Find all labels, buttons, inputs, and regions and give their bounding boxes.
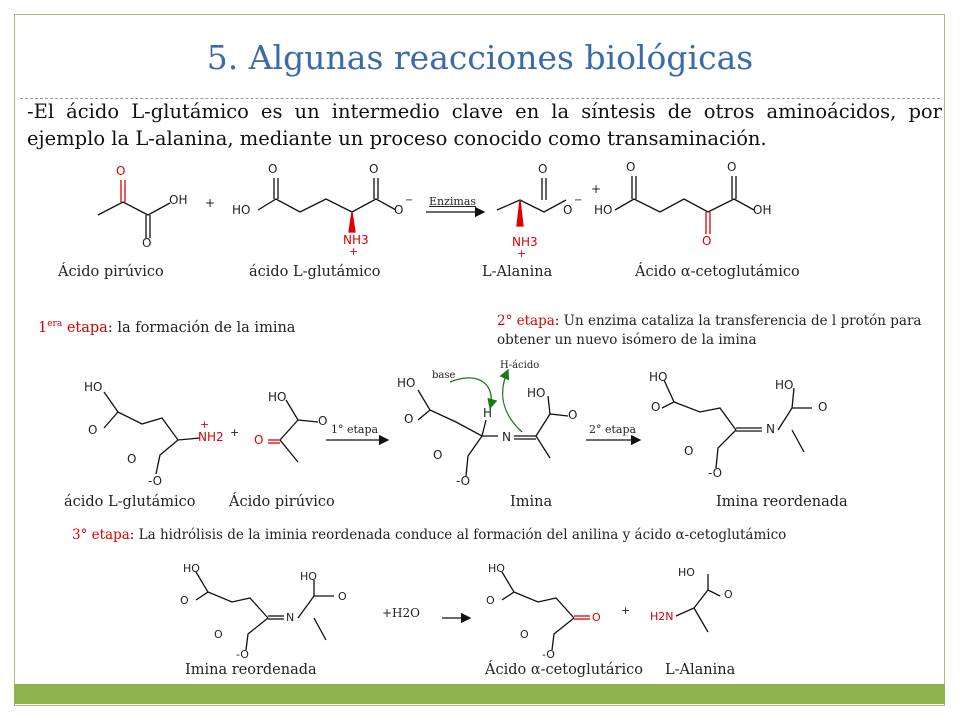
atom-ho: HO: [678, 566, 695, 579]
atom-o-minus: -O: [236, 648, 249, 661]
label-step1-glutamico: ácido L-glutámico: [64, 494, 196, 510]
step3-ketoglutaric-structure: [502, 572, 590, 650]
atom-o: O: [268, 162, 278, 176]
step1-arrow-label: 1° etapa: [331, 423, 379, 436]
atom-o: O: [626, 160, 636, 174]
atom-o: O: [142, 236, 152, 250]
enzyme-label: Enzimas: [429, 195, 477, 208]
atom-o: O: [684, 444, 694, 458]
step2-heading: 2° etapa: Un enzima cataliza la transferencia de l protón para obtener un nuevo isómero de la imina: [497, 313, 922, 348]
atom-ho: HO: [397, 376, 416, 390]
atom-ho: HO: [300, 570, 317, 583]
atom-o: O: [338, 590, 347, 603]
atom-ho: HO: [488, 562, 505, 575]
glutamic-acid-structure: [258, 178, 396, 232]
label-piruvico: Ácido pirúvico: [58, 264, 164, 280]
atom-o: O: [88, 423, 98, 437]
atom-o: O: [486, 594, 495, 607]
atom-h2n: H2N: [650, 610, 674, 623]
step2-arrow-label: 2° etapa: [589, 423, 637, 436]
water-label: +H2O: [382, 606, 420, 620]
atom-n: N: [286, 611, 295, 624]
atom-o: O: [180, 594, 189, 607]
alanine-structure: [497, 178, 566, 226]
step1-heading: $1^{era}$ etapa: la formación de la imina: [38, 319, 296, 336]
charge-minus: −: [405, 195, 414, 206]
charge-minus: −: [574, 195, 583, 206]
plus-sign: +: [205, 196, 216, 210]
label-cetoglutamico: Ácido α-cetoglutámico: [635, 264, 800, 280]
step1-glutamic-structure: [104, 392, 200, 474]
atom-ho: HO: [775, 378, 794, 392]
atom-o: O: [214, 628, 223, 641]
atom-o: O: [727, 160, 737, 174]
atom-nh2: NH2: [198, 430, 224, 444]
atom-o: O: [651, 400, 661, 414]
atom-oh: OH: [169, 193, 188, 207]
slide-title: 5. Algunas reacciones biológicas: [206, 38, 754, 77]
charge-plus: +: [349, 245, 359, 258]
atom-o: O: [563, 203, 573, 217]
charge-plus: +: [517, 247, 527, 260]
atom-o: O: [538, 162, 548, 176]
atom-o: O: [520, 628, 529, 641]
plus-sign: +: [230, 426, 240, 439]
atom-o: O: [592, 611, 601, 624]
acid-label: H-ácido: [500, 360, 540, 371]
label-imina: Imina: [510, 494, 553, 510]
atom-ho: HO: [527, 386, 546, 400]
atom-oh: OH: [753, 203, 772, 217]
atom-o: O: [116, 164, 126, 178]
atom-nh3: NH3: [343, 233, 369, 247]
atom-o-minus: -O: [456, 474, 471, 488]
atom-o: O: [568, 408, 578, 422]
step3-heading: 3° etapa: La hidrólisis de la iminia reordenada conduce al formación del anilina y ácido α-cetoglutámico: [72, 527, 787, 543]
acid-arrow: [503, 370, 522, 432]
charge-plus: +: [200, 418, 210, 431]
step1-pyruvic-structure: [268, 400, 318, 462]
intro-paragraph: -El ácido L-glutámico es un intermedio clave en la síntesis de otros aminoácidos, por ejemplo la L-alanina, mediante un proceso conocido como transaminación.: [27, 100, 942, 150]
plus-sign: +: [621, 604, 631, 617]
atom-h: H: [483, 406, 493, 420]
plus-sign: +: [591, 182, 602, 196]
atom-o: O: [254, 433, 264, 447]
atom-ho: HO: [183, 562, 200, 575]
atom-o-minus: -O: [708, 466, 723, 480]
label-step1-piruvico: Ácido pirúvico: [229, 494, 335, 510]
label-step3-alanina: L-Alanina: [665, 662, 736, 678]
atom-nh3: NH3: [512, 235, 538, 249]
ketoglutaric-acid-structure: [615, 176, 754, 234]
atom-o-minus: -O: [148, 474, 163, 488]
label-step3-cetoglutarico: Ácido α-cetoglutárico: [485, 662, 643, 678]
step3-alanine-structure: [676, 574, 720, 632]
atom-o: O: [127, 452, 137, 466]
atom-ho: HO: [232, 203, 251, 217]
base-arrow: [450, 378, 491, 408]
label-glutamico: ácido L-glutámico: [249, 264, 381, 280]
atom-o-minus: -O: [542, 648, 555, 661]
atom-ho: HO: [268, 390, 287, 404]
atom-o: O: [404, 412, 414, 426]
atom-o: O: [702, 234, 712, 248]
label-alanina: L-Alanina: [482, 264, 553, 280]
label-step3-imina: Imina reordenada: [185, 662, 317, 678]
atom-o: O: [369, 162, 379, 176]
atom-o: O: [724, 588, 733, 601]
atom-o: O: [394, 203, 404, 217]
atom-n: N: [766, 422, 775, 436]
base-label: base: [432, 370, 456, 381]
label-imina-reordenada: Imina reordenada: [716, 494, 848, 510]
atom-o: O: [818, 400, 828, 414]
atom-ho: HO: [594, 203, 613, 217]
atom-ho: HO: [649, 370, 668, 384]
atom-n: N: [502, 430, 511, 444]
atom-ho: HO: [84, 380, 103, 394]
atom-o: O: [318, 414, 328, 428]
atom-o: O: [433, 448, 443, 462]
imine-structure: [418, 390, 568, 476]
pyruvic-acid-structure: [98, 180, 170, 238]
